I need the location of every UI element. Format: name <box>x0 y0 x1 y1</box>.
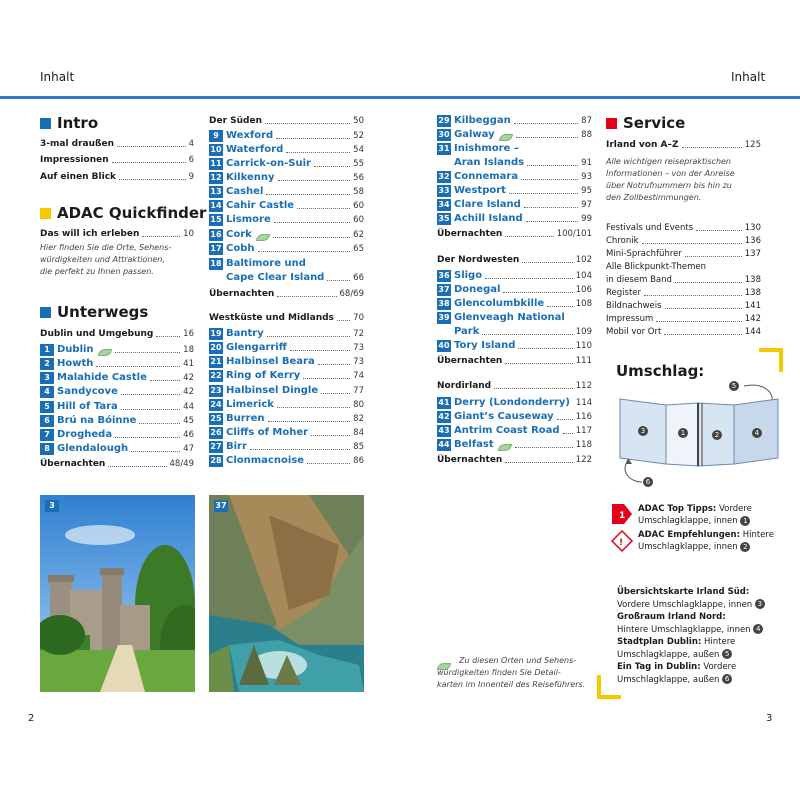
service-entry[interactable]: Register 138 <box>606 288 761 298</box>
toc-place-line1[interactable]: 31 Inishmore – <box>438 143 519 154</box>
page-number-left: 2 <box>28 713 35 724</box>
toc-place[interactable]: 30 Galway 88 <box>438 129 592 140</box>
toc-place[interactable]: 15 Lismore 60 <box>210 214 364 225</box>
toc-place[interactable]: 4 Sandycove 42 <box>40 386 194 398</box>
toc-entry[interactable]: Impressionen 6 <box>40 155 194 165</box>
toc-place[interactable]: 23 Halbinsel Dingle 77 <box>210 385 364 396</box>
svg-text:1: 1 <box>619 511 626 521</box>
marker-6: 6 <box>643 477 653 487</box>
toc-region[interactable]: Der Nordwesten 102 <box>437 255 592 265</box>
section-quickfinder <box>40 204 206 222</box>
service-entry-line1[interactable]: Alle Blickpunkt-Themen <box>606 262 707 272</box>
toc-place[interactable]: 16 Cork 62 <box>210 229 364 240</box>
toc-place[interactable]: 12 Kilkenny 56 <box>210 172 364 183</box>
toc-entry[interactable]: Irland von A–Z 125 <box>606 140 761 150</box>
marker-4: 4 <box>752 428 762 438</box>
toc-place-line2[interactable]: Park 109 <box>454 326 592 337</box>
section-title: Intro <box>57 114 99 132</box>
marker-3: 3 <box>638 426 648 436</box>
toc-entry[interactable]: Übernachten 68/69 <box>209 289 364 299</box>
service-entry[interactable]: Impressum 142 <box>606 314 761 324</box>
toc-place[interactable]: 25 Burren 82 <box>210 413 364 424</box>
toc-entry[interactable]: Auf einen Blick 9 <box>40 172 194 182</box>
toc-region[interactable]: Der Süden 50 <box>209 116 364 126</box>
map-leaf-icon <box>498 444 512 451</box>
corner-mark <box>779 348 783 372</box>
service-entry[interactable]: in diesem Band 138 <box>606 275 761 285</box>
toc-place-line2[interactable]: Aran Islands 91 <box>454 157 592 168</box>
square-icon <box>40 208 51 219</box>
toc-place[interactable]: 43 Antrim Coast Road 117 <box>438 425 592 436</box>
toc-place[interactable]: 5 Hill of Tara 44 <box>40 401 194 413</box>
service-entry[interactable]: Mini-Sprachführer 137 <box>606 249 761 259</box>
toc-place[interactable]: 19 Bantry 72 <box>210 328 364 339</box>
section-service <box>606 114 685 132</box>
toc-place[interactable]: 7 Drogheda 46 <box>40 429 194 441</box>
top-tipps-text: ADAC Top Tipps: Vordere Umschlagklappe, innen 1 <box>638 504 752 526</box>
section-title: Unterwegs <box>57 303 149 321</box>
toc-place[interactable]: 41 Derry (Londonderry) 114 <box>438 397 592 408</box>
service-entry[interactable]: Bildnachweis 141 <box>606 301 761 311</box>
toc-place[interactable]: 2 Howth 41 <box>40 358 194 370</box>
toc-place[interactable]: 32 Connemara 93 <box>438 171 592 182</box>
service-entry[interactable]: Mobil vor Ort 144 <box>606 327 761 337</box>
header-rule <box>0 96 800 99</box>
page-header-left: Inhalt <box>40 70 75 84</box>
toc-place[interactable]: 8 Glendalough 47 <box>40 443 194 455</box>
section-title: ADAC Quickfinder <box>57 204 207 222</box>
toc-place[interactable]: 34 Clare Island 97 <box>438 199 592 210</box>
castle-photo <box>40 495 195 692</box>
toc-place[interactable]: 27 Birr 85 <box>210 441 364 452</box>
toc-place-line2[interactable]: Cape Clear Island 66 <box>226 272 364 283</box>
map-references: Übersichtskarte Irland Süd: Vordere Umschlagklappe, innen 3 Großraum Irland Nord: Hintere Umschlagklappe, innen 4 Stadtplan Dublin: Hintere Umschlagklappe, außen 5 Ein Tag in Dublin: Vordere Umschlagklappe, außen 6 <box>617 586 765 686</box>
toc-entry[interactable]: Übernachten 100/101 <box>437 229 592 239</box>
toc-place-line1[interactable]: 18 Baltimore und <box>210 258 306 269</box>
toc-place[interactable]: 28 Clonmacnoise 86 <box>210 455 364 466</box>
top-tipps-icon <box>610 502 634 526</box>
toc-region[interactable]: Westküste und Midlands 70 <box>209 313 364 323</box>
service-entry[interactable]: Festivals und Events 130 <box>606 223 761 233</box>
service-description: Alle wichtigen reisepraktischen Informationen – von der Anreise über Notrufnummern bis hin zu den Zollbestimmungen. <box>606 157 735 202</box>
toc-entry[interactable]: Übernachten 111 <box>437 356 592 366</box>
square-icon <box>40 118 51 129</box>
map-leaf-icon <box>256 234 270 241</box>
service-entry[interactable]: Chronik 136 <box>606 236 761 246</box>
toc-place[interactable]: 20 Glengarriff 73 <box>210 342 364 353</box>
square-icon <box>40 307 51 318</box>
photo-number: 3 <box>45 500 59 512</box>
toc-place[interactable]: 26 Cliffs of Moher 84 <box>210 427 364 438</box>
section-intro <box>40 114 98 132</box>
toc-place[interactable]: 38 Glencolumbkille 108 <box>438 298 592 309</box>
toc-place[interactable]: 1 Dublin 18 <box>40 344 194 356</box>
toc-place-line1[interactable]: 39 Glenveagh National <box>438 312 565 323</box>
marker-5: 5 <box>729 381 739 391</box>
quickfinder-description: Hier finden Sie die Orte, Sehens- würdigkeiten und Attraktionen, die perfekt zu Ihnen passen. <box>40 243 172 276</box>
toc-place[interactable]: 14 Cahir Castle 60 <box>210 200 364 211</box>
toc-region[interactable]: Nordirland 112 <box>437 381 592 391</box>
map-leaf-icon <box>499 134 513 141</box>
section-title: Service <box>623 114 686 132</box>
toc-entry[interactable]: Übernachten 48/49 <box>40 459 194 469</box>
toc-place[interactable]: 36 Sligo 104 <box>438 270 592 281</box>
map-leaf-icon <box>98 349 112 356</box>
toc-entry[interactable]: 3-mal draußen 4 <box>40 139 194 149</box>
empfehlungen-text: ADAC Empfehlungen: Hintere Umschlagklappe, innen 2 <box>638 530 774 552</box>
toc-place[interactable]: 33 Westport 95 <box>438 185 592 196</box>
page-number-right: 3 <box>766 713 773 724</box>
toc-place[interactable]: 40 Tory Island 110 <box>438 340 592 351</box>
photo-cliffs <box>209 495 364 692</box>
toc-entry[interactable]: Das will ich erleben 10 <box>40 229 194 239</box>
square-icon <box>606 118 617 129</box>
toc-region[interactable]: Dublin und Umgebung 16 <box>40 329 194 339</box>
cliff-photo <box>209 495 364 692</box>
page-header-right: Inhalt <box>731 70 766 84</box>
toc-place[interactable]: 3 Malahide Castle 42 <box>40 372 194 384</box>
toc-place[interactable]: 35 Achill Island 99 <box>438 213 592 224</box>
map-note: Zu diesen Orten und Sehens- würdigkeiten finden Sie Detail- karten im Innenteil des Reiseführers. <box>437 656 586 689</box>
toc-place[interactable]: 9 Wexford 52 <box>209 130 364 142</box>
toc-place[interactable]: 11 Carrick-on-Suir 55 <box>210 158 364 169</box>
toc-place[interactable]: 13 Cashel 58 <box>210 186 364 197</box>
toc-place[interactable]: 29 Kilbeggan 87 <box>438 115 592 126</box>
photo-malahide-castle <box>40 495 195 692</box>
toc-place[interactable]: 24 Limerick 80 <box>210 399 364 410</box>
toc-place[interactable]: 42 Giant’s Causeway 116 <box>438 411 592 422</box>
marker-1: 1 <box>678 428 688 438</box>
toc-place[interactable]: 44 Belfast 118 <box>438 439 592 450</box>
empfehlungen-icon <box>610 529 634 553</box>
toc-place[interactable]: 10 Waterford 54 <box>210 144 364 155</box>
toc-place[interactable]: 22 Ring of Kerry 74 <box>210 370 364 381</box>
corner-mark <box>597 695 621 699</box>
photo-number: 37 <box>215 501 227 510</box>
umschlag-title: Umschlag: <box>616 362 705 380</box>
section-unterwegs <box>40 303 148 321</box>
toc-place[interactable]: 17 Cobh 65 <box>210 243 364 254</box>
toc-place[interactable]: 21 Halbinsel Beara 73 <box>210 356 364 367</box>
toc-entry[interactable]: Übernachten 122 <box>437 455 592 465</box>
toc-place[interactable]: 37 Donegal 106 <box>438 284 592 295</box>
toc-place[interactable]: 6 Brú na Bóinne 45 <box>40 415 194 427</box>
svg-text:!: ! <box>619 538 624 548</box>
marker-2: 2 <box>712 430 722 440</box>
